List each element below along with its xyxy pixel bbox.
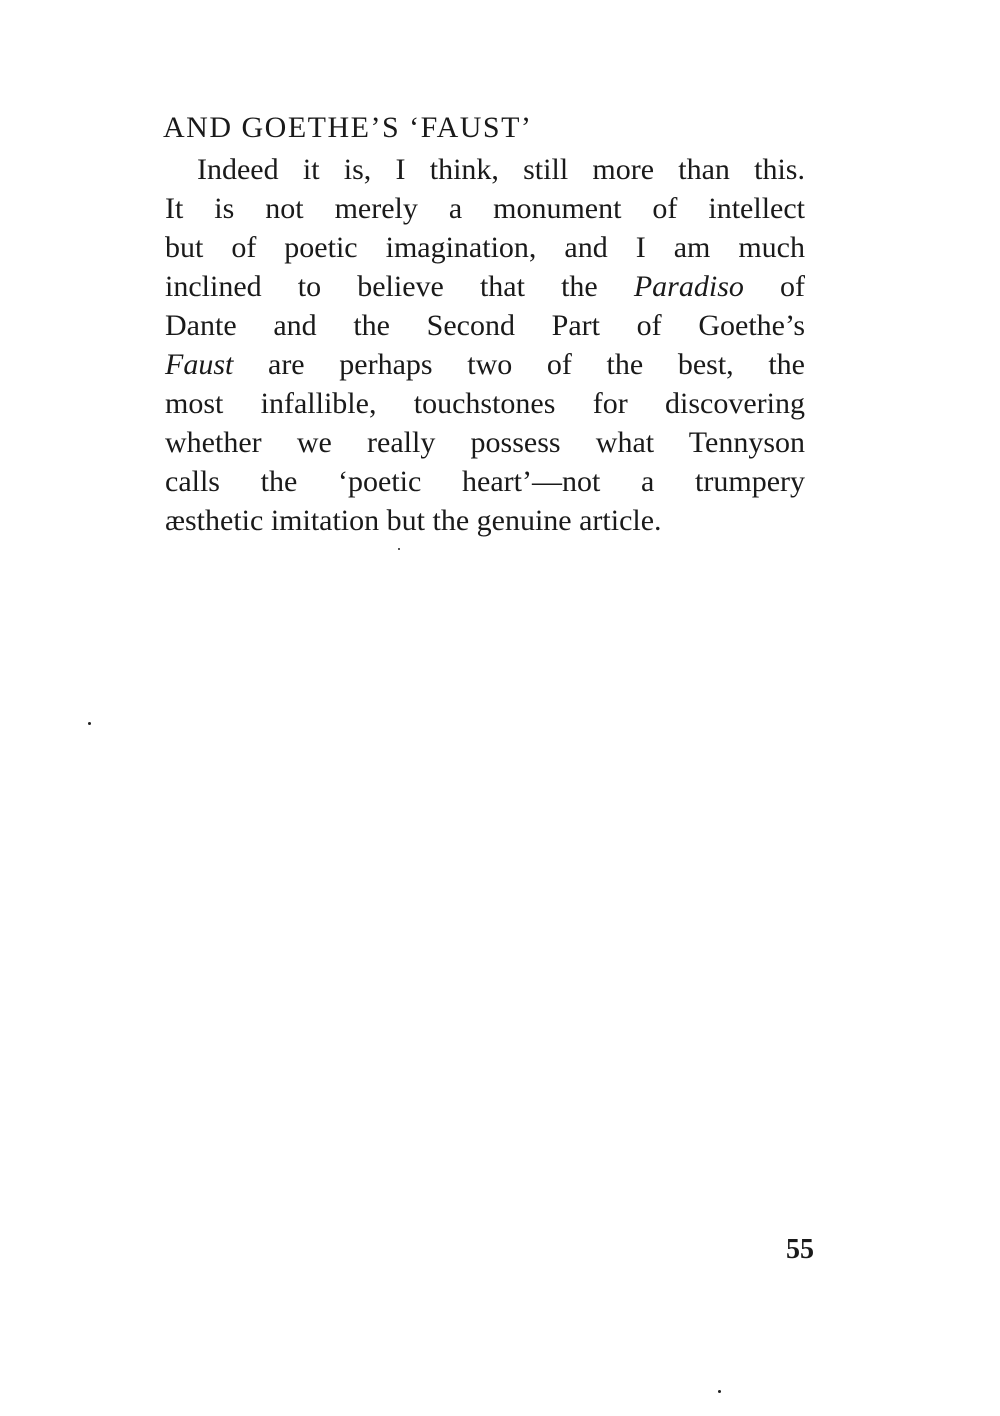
running-head: AND GOETHE’S ‘FAUST’: [163, 111, 533, 144]
text-line: Faust are perhaps two of the best, the: [165, 348, 805, 381]
text-line: inclined to believe that the Paradiso of: [165, 270, 805, 303]
text-line: most infallible, touchstones for discovering: [165, 387, 805, 420]
italic-title-faust: Faust: [165, 348, 234, 381]
scan-speck: [718, 1390, 721, 1393]
text-line: æsthetic imitation but the genuine article.: [165, 504, 662, 537]
body-paragraph: [165, 150, 805, 540]
scan-speck: [88, 722, 91, 725]
text-line: Indeed it is, I think, still more than this.: [197, 153, 805, 186]
text-line: calls the ‘poetic heart’—not a trumpery: [165, 465, 805, 498]
text-line: but of poetic imagination, and I am much: [165, 231, 805, 264]
scan-speck: [398, 548, 400, 550]
text-line: whether we really possess what Tennyson: [165, 426, 805, 459]
text-line: Dante and the Second Part of Goethe’s: [165, 309, 805, 342]
page-number: 55: [786, 1234, 814, 1265]
text-line: It is not merely a monument of intellect: [165, 192, 805, 225]
italic-title-paradiso: Paradiso: [633, 270, 744, 303]
